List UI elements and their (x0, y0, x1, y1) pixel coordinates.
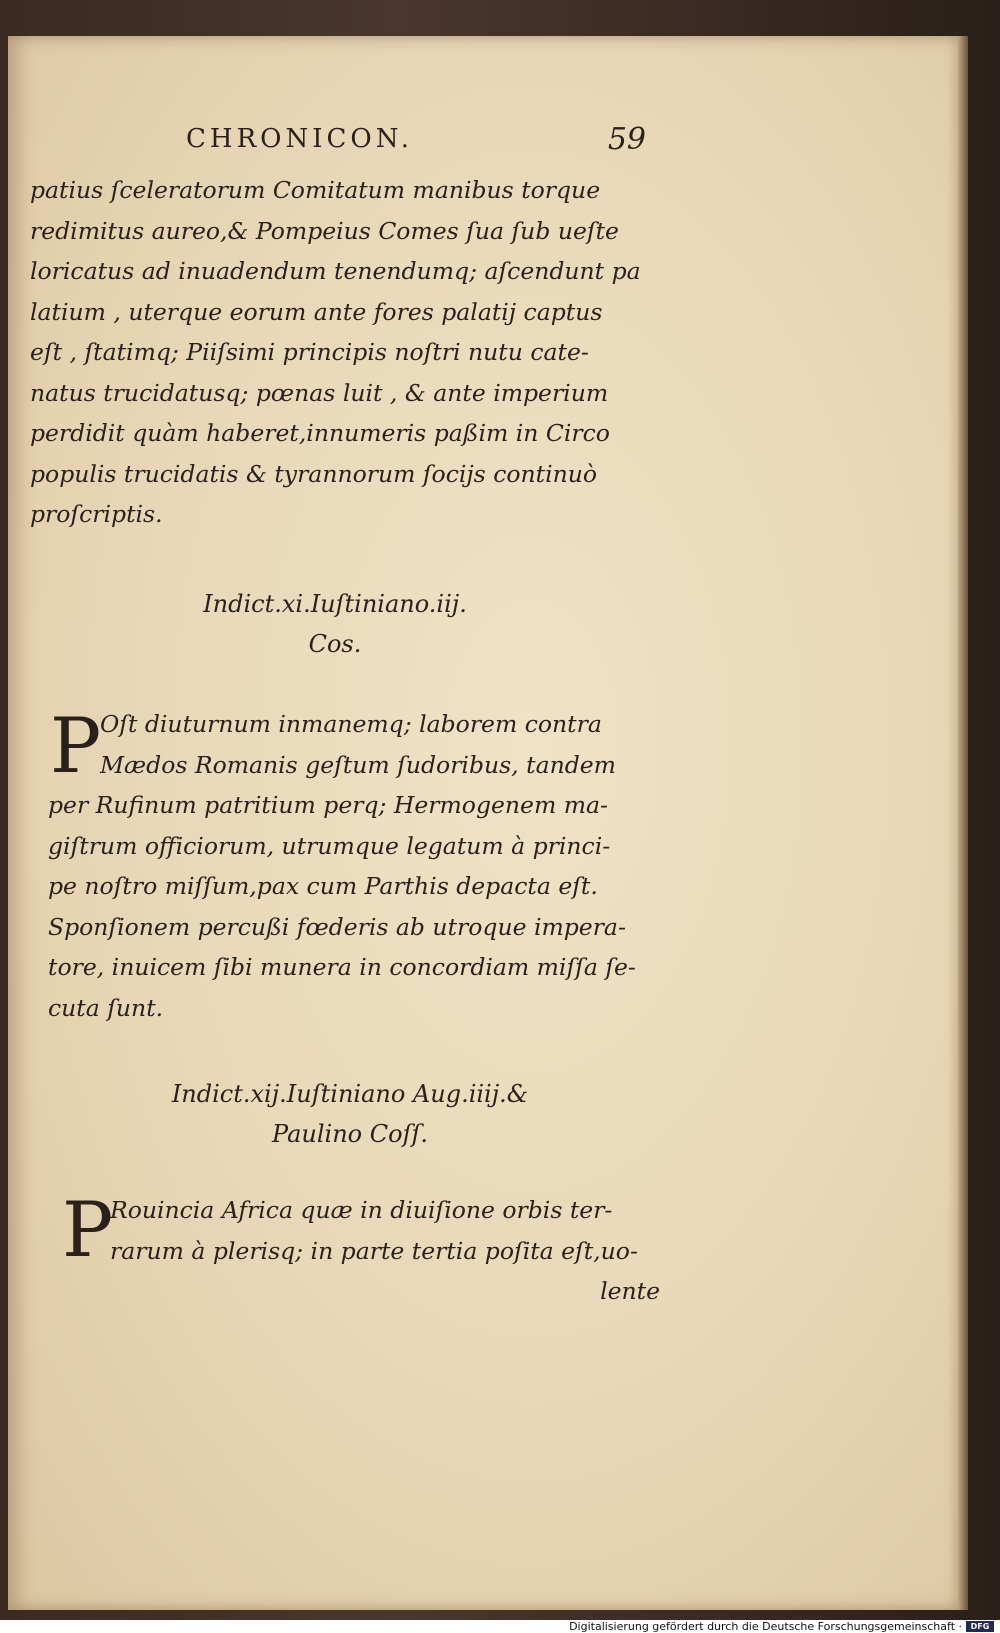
page-edge (958, 36, 968, 1610)
text-line: Sponſionem percußi fœderis ab utroque impera- (48, 912, 626, 941)
dfg-logo: DFG (966, 1621, 994, 1632)
text-line: per Rufinum patritium perq; Hermogenem ma- (48, 791, 608, 819)
heading-line: Indict.xij.Iuſtiniano Aug.iiij.& (171, 1080, 529, 1108)
text-line: rarum à plerisq; in parte tertia poſita eſt,uo- (110, 1236, 638, 1265)
heading-line: Cos. (308, 630, 362, 658)
page-number: 59 (607, 122, 646, 157)
paragraph-1 (30, 170, 650, 535)
heading-line: Paulino Coſſ. (272, 1120, 428, 1148)
text-line: cuta ſunt. (48, 993, 164, 1022)
heading-line: Indict.xi.Iuſtiniano.iij. (203, 590, 467, 618)
text-line: latium , uterque eorum ante fores palatij captus (30, 297, 603, 326)
text-line: Rouincia Africa quæ in diuiſione orbis ter- (110, 1196, 613, 1224)
text-line: giſtrum officiorum, utrumque legatum à princi- (48, 831, 611, 860)
section-heading (140, 1074, 560, 1154)
text-line: perdidit quàm haberet,innumeris paßim in Circo (30, 419, 610, 447)
dropcap: P (50, 701, 102, 790)
text-line: loricatus ad inuadendum tenendumq; aſcendunt pa (30, 257, 641, 285)
text-line: proſcriptis. (30, 500, 163, 528)
text-line: redimitus aureo,& Pompeius Comes ſua ſub ueſte (30, 216, 619, 245)
paragraph-3 (110, 1190, 660, 1312)
running-title: CHRONICON. (186, 124, 414, 154)
text-line: Mædos Romanis geſtum ſudoribus, tandem (100, 750, 616, 779)
text-line: eſt , ſtatimq; Piiſsimi principis noſtri nutu cate- (30, 338, 589, 366)
text-line: Oſt diuturnum inmanemq; laborem contra (100, 710, 602, 738)
text-line: patius ſceleratorum Comitatum manibus torque (30, 176, 601, 204)
paragraph-2-indented (100, 704, 660, 785)
footer-bar (0, 1620, 1000, 1633)
text-line: tore, inuicem ſibi munera in concordiam miſſa ſe- (48, 953, 636, 981)
section-heading (180, 584, 490, 664)
footer-credit: Digitalisierung gefördert durch die Deutsche Forschungsgemeinschaft · (569, 1620, 962, 1633)
text-line: natus trucidatusq; pœnas luit , & ante imperium (30, 378, 609, 407)
dropcap: P (62, 1185, 114, 1274)
catchword: lente (600, 1277, 660, 1305)
text-line: pe noſtro miſſum,pax cum Parthis depacta eſt. (48, 872, 598, 900)
text-line: populis trucidatis & tyrannorum ſocijs continuò (30, 459, 598, 488)
running-head (186, 124, 646, 164)
paragraph-2 (48, 785, 660, 1028)
